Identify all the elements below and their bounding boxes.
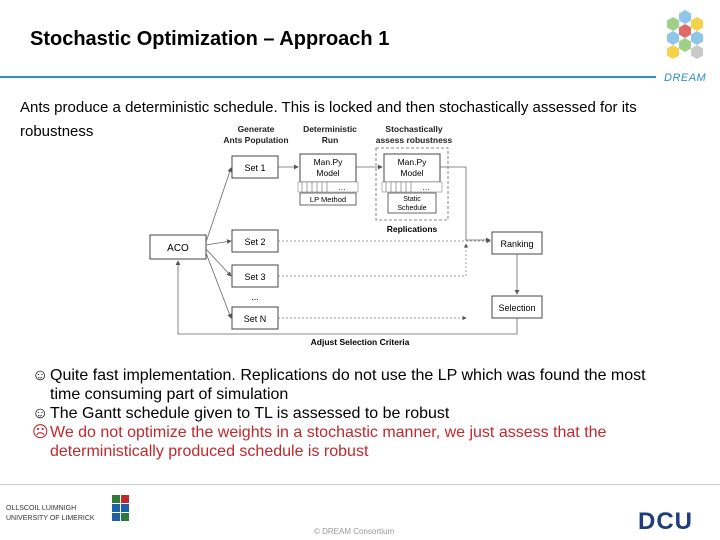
col-run-label: Deterministic	[303, 124, 357, 134]
bullet-list	[32, 366, 672, 461]
dcu-logo: DCU	[638, 508, 693, 535]
setn-label: Set N	[243, 314, 267, 324]
footer-rule	[0, 484, 720, 485]
bullet-item	[32, 366, 672, 404]
bullet-item	[32, 423, 672, 461]
col-run-label-2: Run	[321, 135, 339, 145]
bullet-text: We do not optimize the weights in a stochastic manner, we just assess that the deterministically produced schedule is robust	[50, 424, 607, 460]
adjust-label: Adjust Selection Criteria	[310, 337, 410, 347]
dream-logo-text: DREAM	[664, 72, 707, 84]
bullet-item	[32, 404, 672, 423]
static-schedule-label-2: Schedule	[397, 205, 427, 212]
ranking-label: Ranking	[500, 239, 534, 249]
ul-name-english: UNIVERSITY OF LIMERICK	[6, 515, 95, 522]
diagram-connector	[206, 241, 231, 245]
header-rule	[0, 76, 656, 78]
university-of-limerick-name	[6, 504, 95, 524]
bullet-text: Quite fast implementation. Replications do not use the LP which was found the most time consuming part of simulation	[50, 367, 646, 403]
col-assess-label: Stochastically	[385, 124, 443, 134]
set2-label: Set 2	[244, 237, 266, 247]
replications-label: Replications	[386, 224, 438, 234]
col-assess-label-2: assess robustness	[375, 135, 453, 145]
lp-method-label: LP Method	[309, 195, 347, 204]
manpy1-label-2: Model	[316, 168, 340, 178]
manpy1-label: Man.Py	[313, 157, 343, 167]
manpy2-label-2: Model	[400, 168, 424, 178]
col-generate-label: Generate	[237, 124, 275, 134]
bullet-text: The Gantt schedule given to TL is assessed to be robust	[50, 405, 450, 422]
col-generate-label-2: Ants Population	[223, 135, 289, 145]
diagram-connector: …	[338, 183, 346, 192]
diagram-connector	[440, 167, 490, 240]
manpy2-label: Man.Py	[397, 157, 427, 167]
diagram-connector: …	[422, 183, 430, 192]
flow-diagram	[130, 120, 550, 350]
intro-text: Ants produce a deterministic schedule. This is locked and then stochastically assessed for its robustness	[20, 99, 637, 140]
static-schedule-label: Static	[403, 196, 421, 203]
copyright: © DREAM Consortium	[314, 527, 395, 536]
set3-label: Set 3	[244, 272, 266, 282]
ul-name-irish: OLLSCOIL LUIMNIGH	[6, 505, 77, 512]
set-ellipsis: ...	[251, 292, 259, 302]
selection-label: Selection	[498, 303, 536, 313]
diagram-connector	[206, 168, 231, 242]
ul-crest-icon	[112, 495, 130, 525]
slide-title: Stochastic Optimization – Approach 1	[30, 28, 390, 50]
set1-label: Set 1	[244, 163, 266, 173]
smiley-icon: ☺	[32, 367, 49, 384]
aco-label: ACO	[167, 243, 189, 254]
frown-icon: ☹	[32, 424, 49, 441]
smiley-icon: ☺	[32, 405, 49, 422]
dream-hexagon-logo	[656, 8, 714, 72]
diagram-connector	[278, 244, 466, 276]
